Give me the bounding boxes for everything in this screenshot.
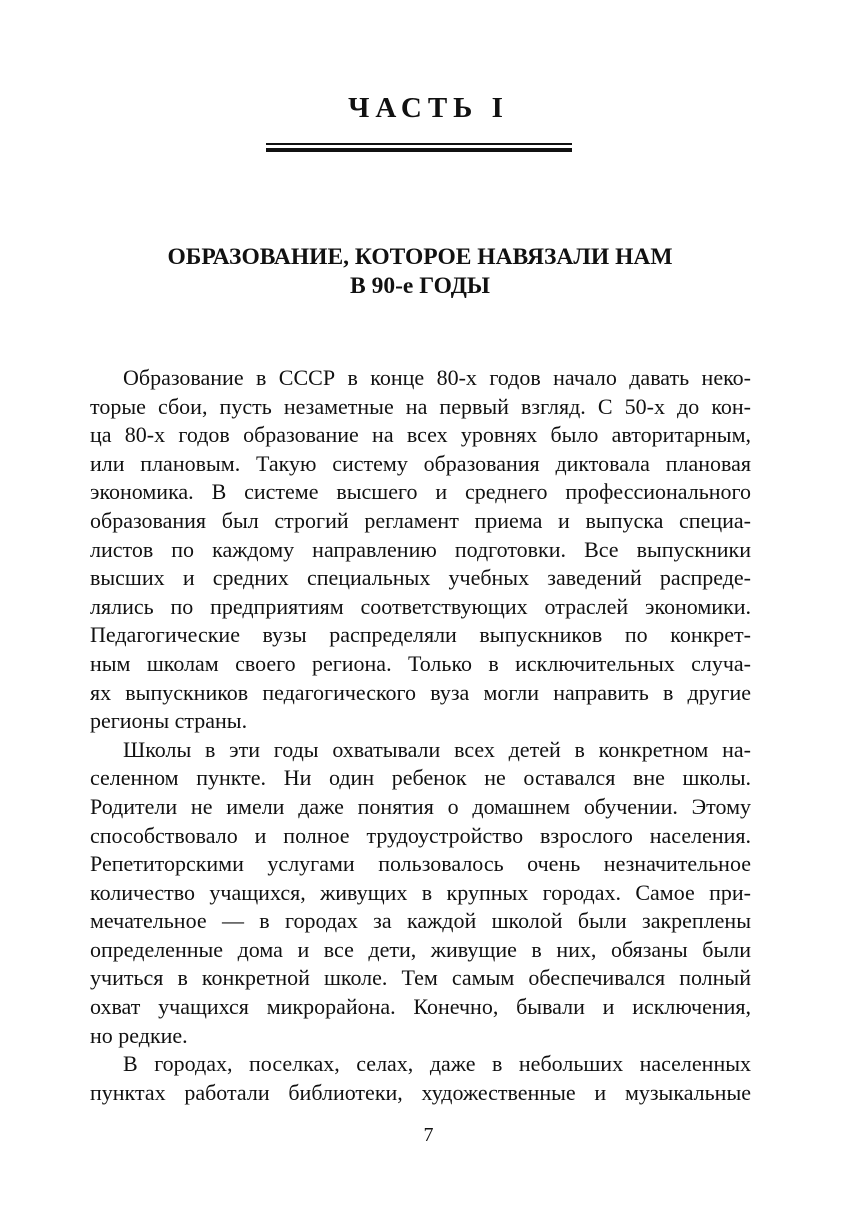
text-line: образования был строгий регламент приема и выпуска специа- bbox=[90, 507, 751, 533]
chapter-title-line: ОБРАЗОВАНИЕ, КОТОРОЕ НАВЯЗАЛИ НАМ bbox=[167, 244, 673, 270]
text-line: способствовало и полное трудоустройство взрослого населения. bbox=[90, 822, 751, 848]
chapter-title-line: В 90-е ГОДЫ bbox=[350, 273, 490, 299]
text-line: Родители не имели даже понятия о домашнем обучении. Этому bbox=[90, 793, 751, 819]
text-line: Школы в эти годы охватывали всех детей в конкретном на- bbox=[123, 736, 751, 762]
text-line: мечательное — в городах за каждой школой были закреплены bbox=[90, 908, 751, 934]
text-line: но редкие. bbox=[90, 1022, 188, 1048]
paragraph bbox=[90, 1050, 751, 1107]
text-line: пунктах работали библиотеки, художественные и музыкальные bbox=[90, 1079, 751, 1105]
text-line: Образование в СССР в конце 80-х годов начало давать неко- bbox=[123, 365, 751, 390]
text-line: учиться в конкретной школе. Тем самым обеспечивался полный bbox=[90, 965, 751, 991]
title-rule-thin bbox=[266, 143, 572, 145]
text-line: или плановым. Такую систему образования диктовала плановая bbox=[90, 450, 751, 476]
text-line: ях выпускников педагогического вуза могли направить в другие bbox=[90, 679, 751, 705]
text-line: регионы страны. bbox=[90, 708, 248, 734]
text-line: охват учащихся микрорайона. Конечно, бывали и исключения, bbox=[90, 994, 751, 1020]
text-line: Педагогические вузы распределяли выпускников по конкрет- bbox=[90, 622, 751, 648]
body-text bbox=[90, 364, 751, 1107]
part-title: ЧАСТЬ I bbox=[348, 92, 509, 124]
text-line: экономика. В системе высшего и среднего профессионального bbox=[90, 479, 751, 505]
text-line: высших и средних специальных учебных заведений распреде- bbox=[90, 565, 751, 591]
paragraph bbox=[90, 364, 751, 736]
chapter-title bbox=[90, 243, 750, 301]
text-line: селенном пункте. Ни один ребенок не оставался вне школы. bbox=[90, 765, 751, 791]
paragraph bbox=[90, 736, 751, 1051]
text-line: определенные дома и все дети, живущие в них, обязаны были bbox=[90, 936, 751, 962]
text-line: ца 80-х годов образование на всех уровнях было авторитарным, bbox=[90, 422, 751, 448]
text-line: Репетиторскими услугами пользовалось очень незначительное bbox=[90, 851, 751, 877]
text-line: торые сбои, пусть незаметные на первый взгляд. С 50-х до кон- bbox=[90, 393, 751, 419]
text-line: количество учащихся, живущих в крупных городах. Самое при- bbox=[90, 879, 751, 905]
text-line: В городах, поселках, селах, даже в небольших населенных bbox=[123, 1051, 751, 1077]
text-line: лялись по предприятиям соответствующих отраслей экономики. bbox=[90, 593, 751, 619]
title-rule-thick bbox=[266, 148, 572, 152]
text-line: листов по каждому направлению подготовки. Все выпускники bbox=[90, 536, 751, 562]
text-line: ным школам своего региона. Только в исключительных случа- bbox=[90, 650, 751, 676]
page-number: 7 bbox=[423, 1124, 434, 1146]
